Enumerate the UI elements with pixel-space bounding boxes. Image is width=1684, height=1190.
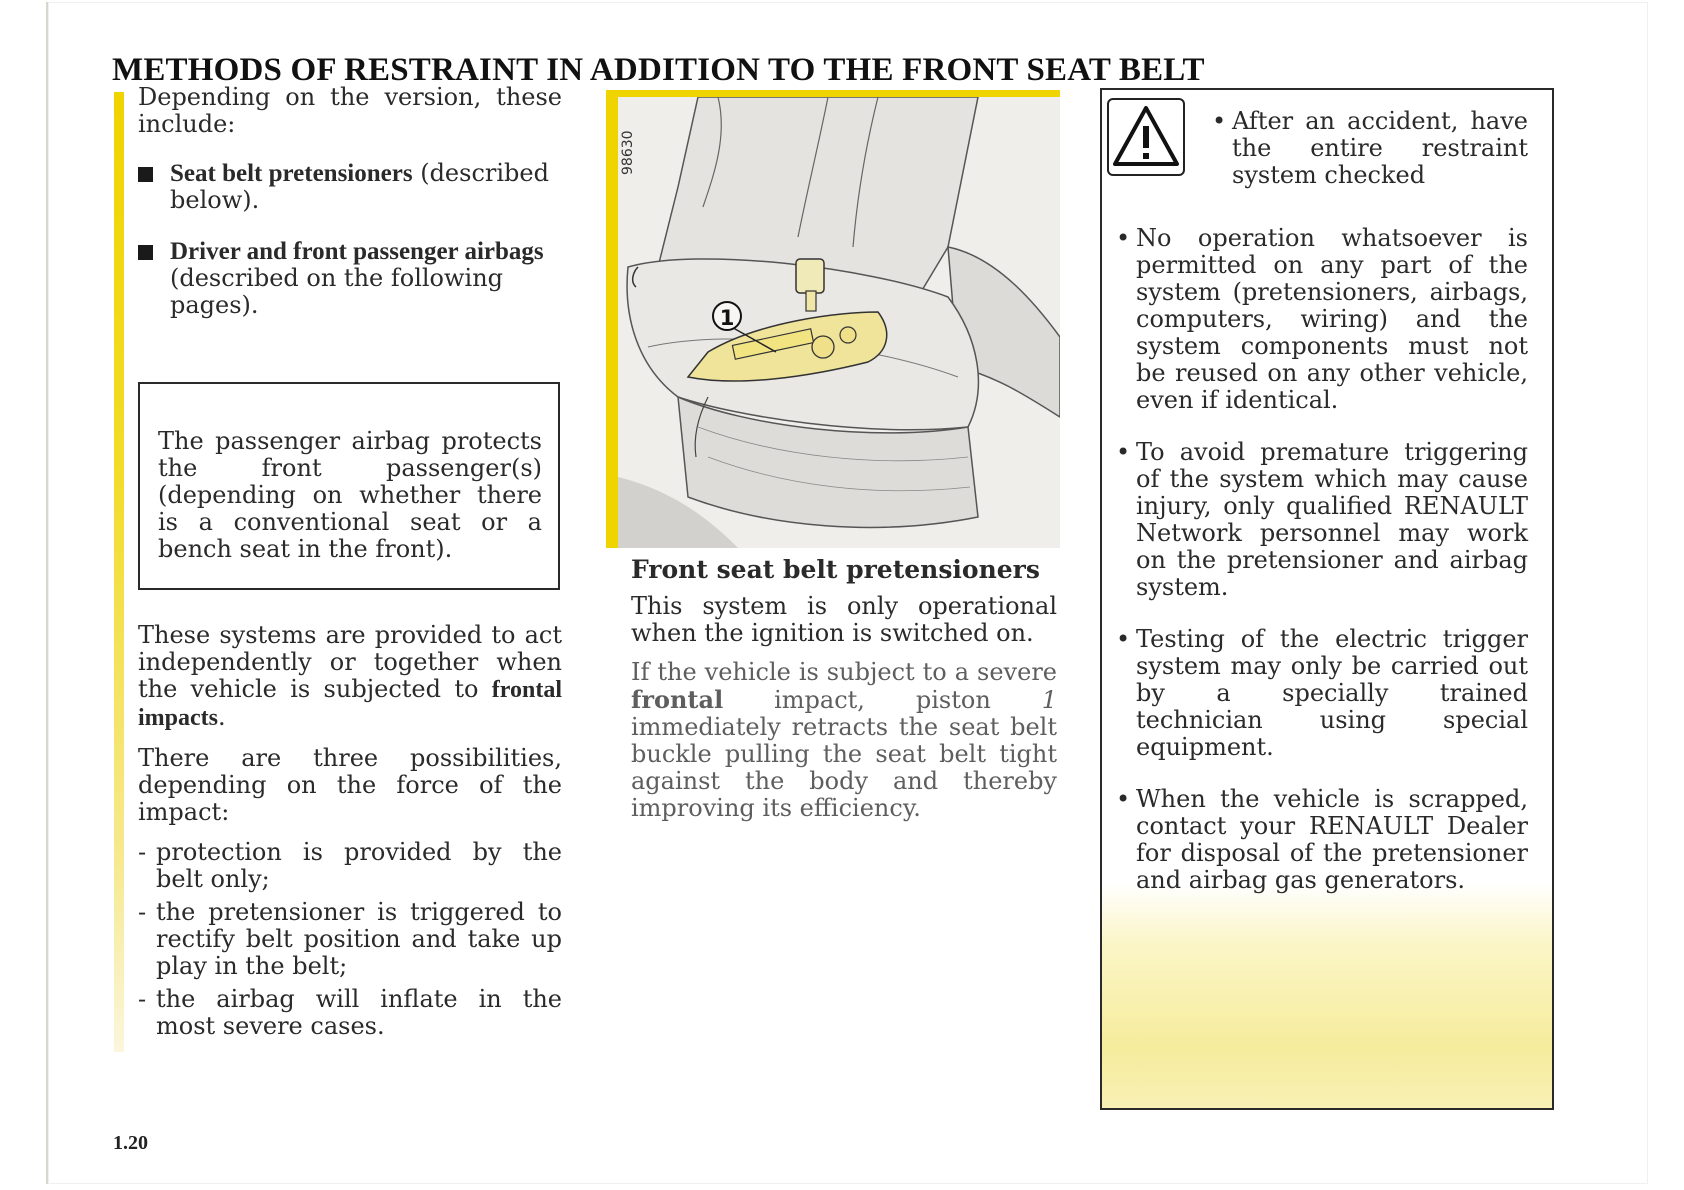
warning-item: • After an accident, have the entire restraint system checked <box>1208 108 1528 189</box>
item-bold: Seat belt pretensioners <box>170 160 413 187</box>
item-bold: Driver and front passenger airbags <box>170 238 544 265</box>
item-rest: (described below). <box>170 159 549 214</box>
list-item: - the airbag will inflate in the most severe cases. <box>138 986 562 1040</box>
para-text: immediately retracts the seat belt buckle pulling the seat belt tight against the body and thereby improving its efficiency. <box>631 713 1057 822</box>
seat-drawing <box>618 97 1060 548</box>
operational-paragraph: This system is only operational when the ignition is switched on. <box>631 592 1057 647</box>
yellow-margin-bar <box>114 92 124 1052</box>
possibilities-paragraph: There are three possibilities, depending on the force of the impact: <box>138 744 562 826</box>
figure-reference-code: 98630 <box>620 130 636 175</box>
warning-item: • No operation whatsoever is permitted on any part of the system (pretensioners, airbags, computers, wiring) and the system components must not be reused on any other vehicle, even if identical. <box>1112 225 1528 414</box>
para-bold: frontal impacts <box>138 677 562 731</box>
seat-illustration <box>606 90 1060 548</box>
warning-item: • Testing of the electric trigger system may only be carried out by a specially trained technician using special equipment. <box>1112 626 1528 761</box>
section-heading: Front seat belt pretensioners <box>631 555 1040 584</box>
intro-text: Depending on the version, these include: <box>138 83 562 138</box>
left-column-lower <box>138 622 562 1046</box>
page-title: METHODS OF RESTRAINT IN ADDITION TO THE FRONT SEAT BELT <box>112 52 1205 89</box>
para-text: If the vehicle is subject to a severe <box>631 658 1057 686</box>
piston-number: 1 <box>1041 686 1057 714</box>
left-column <box>138 84 562 343</box>
list-item-airbags <box>138 238 562 319</box>
warning-list <box>1112 108 1528 919</box>
square-bullet-icon <box>138 167 153 182</box>
para-end: . <box>218 703 226 731</box>
note-text: The passenger airbag protects the front passenger(s) (depending on whether there is a conventional seat or a bench seat in the front). <box>158 427 542 563</box>
warning-item: • When the vehicle is scrapped, contact your RENAULT Dealer for disposal of the pretensioner and airbag gas generators. <box>1112 786 1528 894</box>
systems-paragraph <box>138 622 562 732</box>
square-bullet-icon <box>138 245 153 260</box>
para-bold: frontal <box>631 685 724 714</box>
page-number: 1.20 <box>113 1132 148 1154</box>
list-item: - protection is provided by the belt only; <box>138 839 562 893</box>
list-item: - the pretensioner is triggered to rectify belt position and take up play in the belt; <box>138 899 562 980</box>
para-text: These systems are provided to act independently or together when the vehicle is subjected to <box>138 621 562 703</box>
impact-paragraph <box>631 659 1057 822</box>
middle-column <box>631 556 1057 834</box>
passenger-airbag-note <box>138 382 560 590</box>
item-rest: (described on the following pages). <box>170 264 504 319</box>
para-text: impact, piston <box>723 686 1042 714</box>
warning-item: • To avoid premature triggering of the system which may cause injury, only qualified RENAULT Network personnel may work on the pretensioner and airbag system. <box>1112 439 1528 601</box>
callout-piston-1: 1 <box>712 301 742 331</box>
list-item-pretensioners <box>138 160 562 214</box>
possibilities-list <box>138 839 562 1040</box>
